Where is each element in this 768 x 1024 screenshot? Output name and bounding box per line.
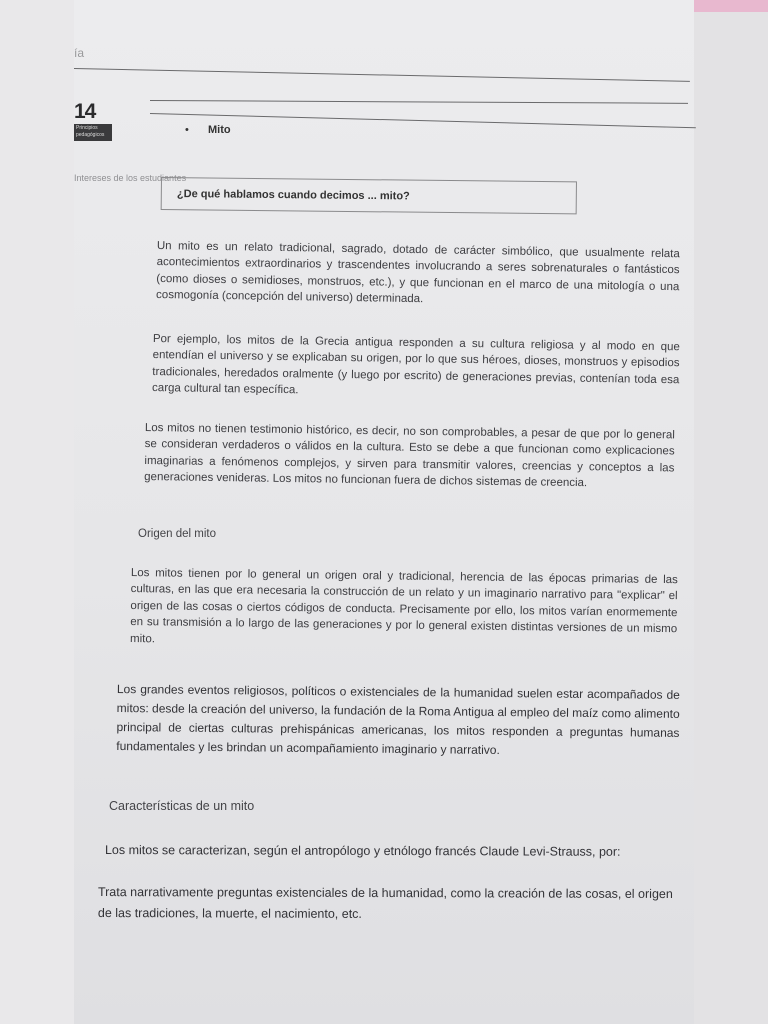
section-title: Mito [208, 124, 231, 136]
subtitle-features: Características de un mito [109, 799, 255, 813]
page-number: 14 [74, 100, 96, 123]
header-letters: ía [74, 46, 85, 60]
paragraph-origin: Los mitos tienen por lo general un origen oral y tradicional, herencia de las épocas primarias de las culturas, en las que era necesaria la construcción de un relato y un imaginario narrativo para "explicar" el origen de las cosas o ciertos códigos de conducta. Precisamente por ello, los mitos varían enormemente en su transmisión a lo largo de las generaciones y por lo general existen distintas versiones de un mismo mito. [129, 566, 678, 645]
side-note: Intereses de los estudiantes [74, 173, 187, 183]
background-pink-strip [693, 0, 768, 12]
principles-badge: Principios pedagógicos [74, 124, 112, 141]
background-left [0, 0, 76, 1024]
bullet-icon: • [185, 124, 189, 136]
paragraph-features-intro: Los mitos se caracterizan, según el antropólogo y etnólogo francés Claude Levi-Strauss, por: [104, 843, 621, 859]
document-page [74, 0, 694, 1024]
paragraph-testimony: Los mitos no tienen testimonio histórico, es decir, no son comprobables, a pesar de que por lo general se consideran verdaderos o válidos en la cultura. Esto se debe a que funcionan como explicaciones imaginarias a fenómenos complejos, y sirven para transmitir valores, creencias y conceptos a las generaciones venideras. Los mitos no funcionan fuera de dichos sistemas de creencia. [144, 421, 675, 490]
question-text: ¿De qué hablamos cuando decimos ... mito? [176, 188, 410, 203]
background-right [693, 0, 768, 1024]
subtitle-origin: Origen del mito [138, 528, 216, 540]
paragraph-events: Los grandes eventos religiosos, políticos o existenciales de la humanidad suelen estar acompañados de mitos: desde la creación del universo, la fundación de la Roma Antigua al empleo del maíz como alimento principal de ciertas culturas prehispánicas americanas, los mitos responden a preguntas humanas fundamentales y les brindan un acompañamiento imaginario y narrativo. [116, 681, 680, 758]
paragraph-feature-item: Trata narrativamente preguntas existenciales de la humanidad, como la creación de las cosas, el origen de las tradiciones, la muerte, el nacimiento, etc. [97, 885, 673, 921]
paragraph-example: Por ejemplo, los mitos de la Grecia antigua responden a su cultura religiosa y al modo en que entendían el universo y se explicaban su origen, por lo que sus héroes, dioses, monstruos y episodios tradicionales, heredados oralmente (y luego por escrito) de generaciones previas, contenían toda esa carga cultural tan específica. [152, 332, 680, 397]
paragraph-definition: Un mito es un relato tradicional, sagrado, dotado de carácter simbólico, que usualmente relata acontecimientos extraordinarios y trascendentes involucrando a seres sobrenaturales o fantásticos (como dioses o semidioses, monstruos, etc.), y que funcionan en el marco de una mitología o una cosmogonía (concepción del universo) determinada. [156, 239, 680, 306]
